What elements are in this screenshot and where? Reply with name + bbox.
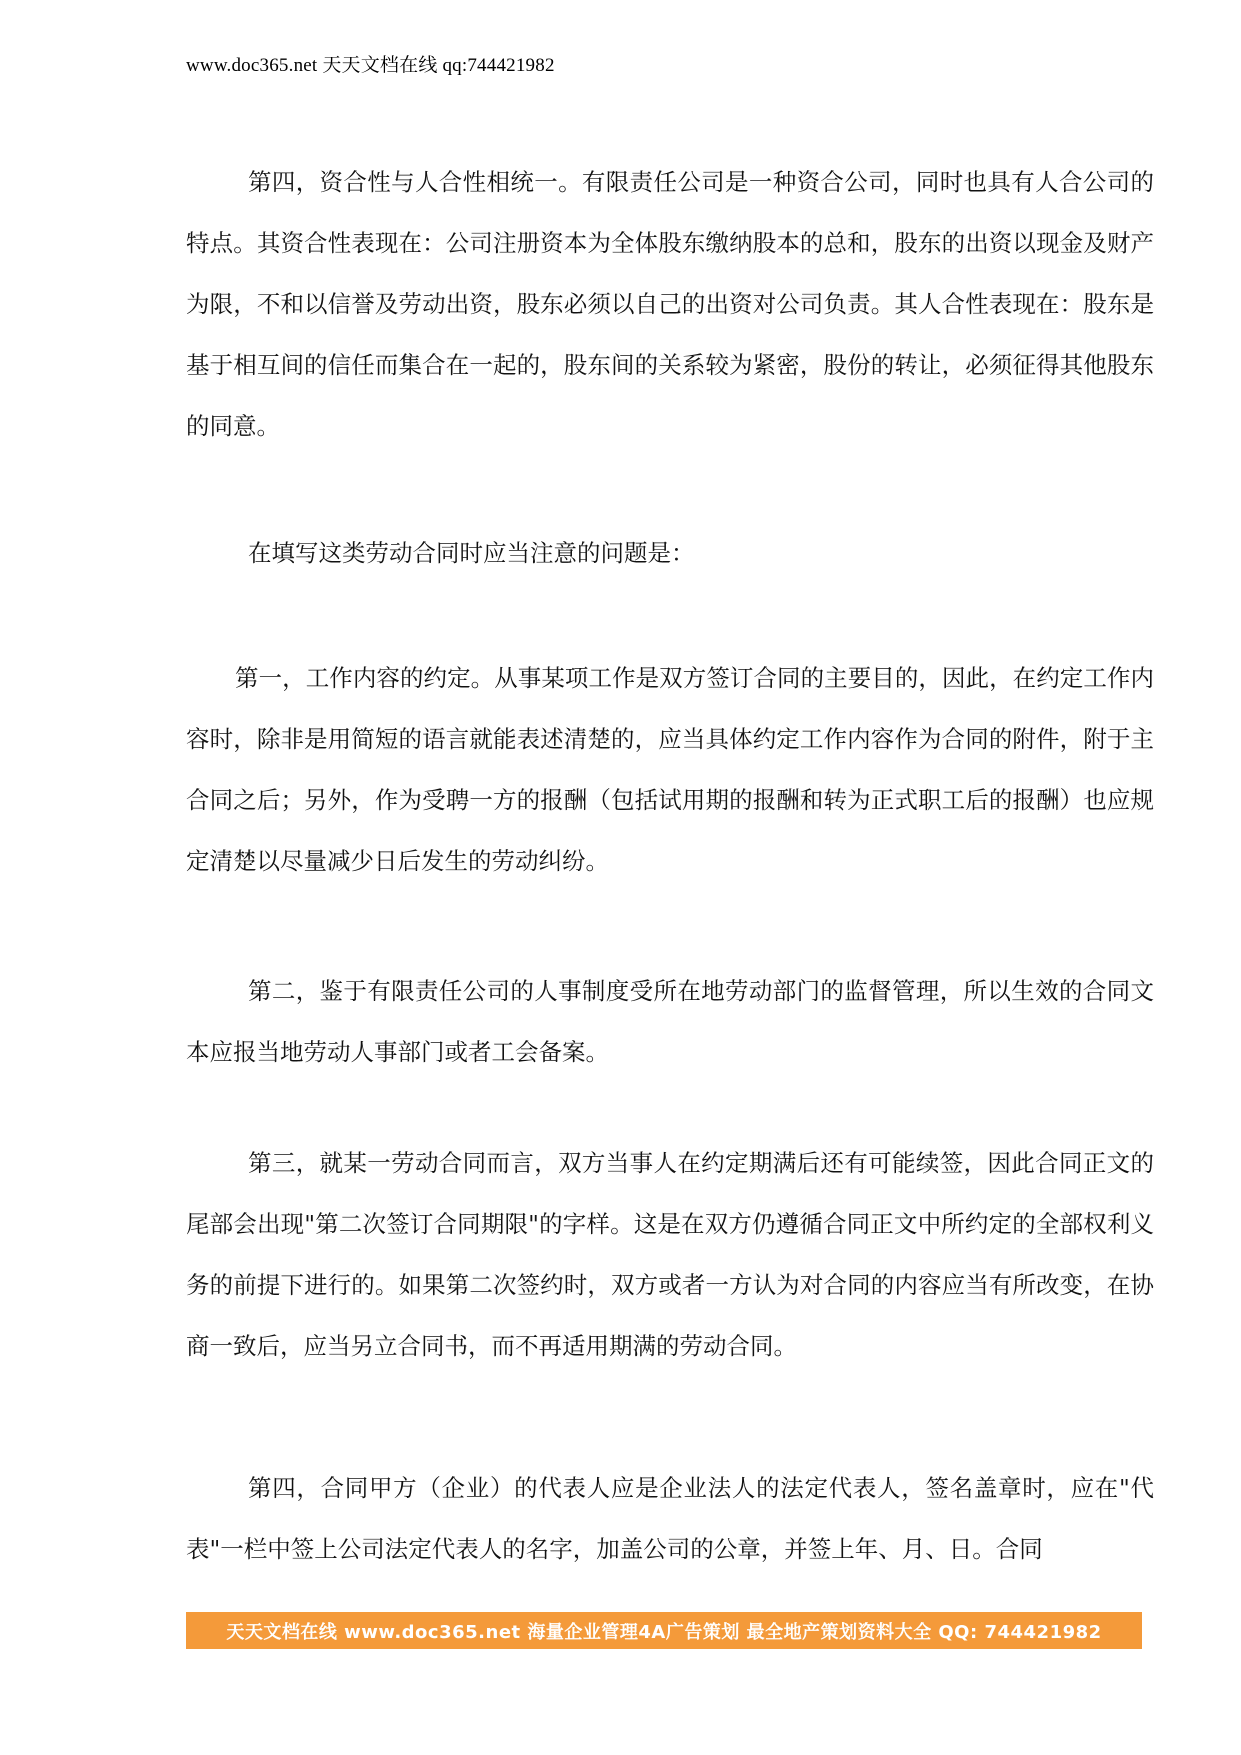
paragraph-notes-intro: 在填写这类劳动合同时应当注意的问题是： <box>248 539 695 567</box>
paragraph-capital-and-personal-nature: 第四，资合性与人合性相统一。有限责任公司是一种资合公司，同时也具有人合公司的特点。其资合性表现在：公司注册资本为全体股东缴纳股本的总和，股东的出资以现金及财产为限，不和以信誉及劳动出资，股东必须以自己的出资对公司负责。其人合性表现在：股东是基于相互间的信任而集合在一起的，股东间的关系较为紧密，股份的转让，必须征得其他股东的同意。 <box>186 168 1154 440</box>
paragraph-second-filing: 第二，鉴于有限责任公司的人事制度受所在地劳动部门的监督管理，所以生效的合同文本应报当地劳动人事部门或者工会备案。 <box>186 977 1154 1066</box>
page-header: www.doc365.net 天天文档在线 qq:744421982 <box>186 55 555 76</box>
paragraph-third-renewal: 第三，就某一劳动合同而言，双方当事人在约定期满后还有可能续签，因此合同正文的尾部会出现"第二次签订合同期限"的字样。这是在双方仍遵循合同正文中所约定的全部权利义务的前提下进行的。如果第二次签约时，双方或者一方认为对合同的内容应当有所改变，在协商一致后，应当另立合同书，而不再适用期满的劳动合同。 <box>186 1149 1154 1360</box>
footer-banner <box>186 1612 1142 1649</box>
footer-banner-text: 天天文档在线 www.doc365.net 海量企业管理4A广告策划 最全地产策划资料大全 QQ: 744421982 <box>226 1621 1102 1643</box>
paragraph-fourth-representative: 第四，合同甲方（企业）的代表人应是企业法人的法定代表人，签名盖章时，应在"代表"一栏中签上公司法定代表人的名字，加盖公司的公章，并签上年、月、日。合同 <box>186 1474 1154 1563</box>
paragraph-first-work-content: 第一，工作内容的约定。从事某项工作是双方签订合同的主要目的，因此，在约定工作内容时，除非是用简短的语言就能表述清楚的，应当具体约定工作内容作为合同的附件，附于主合同之后；另外，作为受聘一方的报酬（包括试用期的报酬和转为正式职工后的报酬）也应规定清楚以尽量减少日后发生的劳动纠纷。 <box>186 664 1154 875</box>
